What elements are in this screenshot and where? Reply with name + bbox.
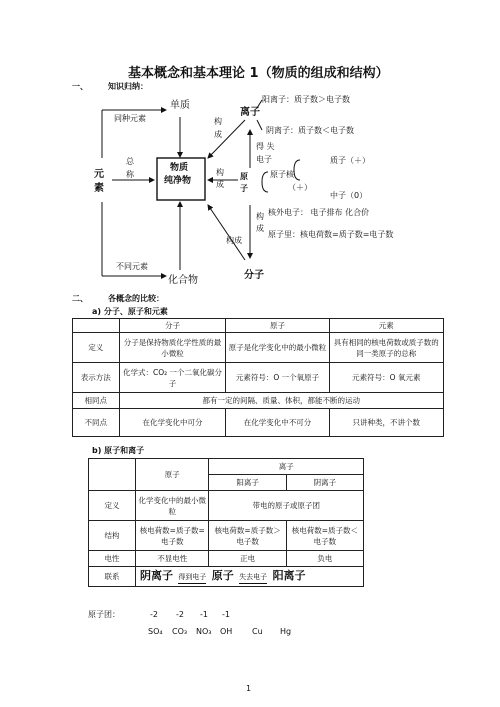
- dianzi-label: 电子: [256, 155, 272, 164]
- section1-number: 一、: [72, 82, 88, 91]
- table-cell: 相同点: [73, 393, 120, 409]
- hewai-label: 核外电子： 电子排布 化合价: [268, 208, 370, 217]
- table-cell: [136, 567, 364, 587]
- danzhi-label: 单质: [170, 100, 190, 111]
- table-cell: 阳离子: [209, 475, 286, 491]
- table-cell: 只讲种类，不讲个数: [329, 409, 443, 437]
- tuan-charge: -1: [222, 610, 230, 619]
- table-cell: 负电: [286, 551, 363, 567]
- table-cell: 元素符号：O 一个氧原子: [226, 363, 329, 393]
- goucheng-right-2: 成: [256, 224, 264, 233]
- section2-heading: 各概念的比较：: [108, 294, 164, 303]
- tuan-formula: Cu: [252, 627, 263, 636]
- table-row: [89, 521, 364, 551]
- goucheng-mid-2: 成: [216, 180, 224, 189]
- table-row: [73, 319, 444, 333]
- table-cell: 分子是保持物质化学性质的最小微粒: [119, 333, 226, 363]
- section2-number: 二、: [72, 294, 88, 303]
- tuan-charge: -2: [150, 610, 158, 619]
- table-cell: 电性: [89, 551, 136, 567]
- lianxi-yuanzi: 原子: [211, 568, 234, 582]
- zongcheng-label-1: 总: [126, 157, 134, 166]
- table-cell: 核电荷数=质子数＞电子数: [209, 521, 286, 551]
- table-row: [89, 491, 364, 521]
- table-row: [73, 409, 444, 437]
- table-cell: 联系: [89, 567, 136, 587]
- huahewu-label: 化合物: [168, 275, 198, 286]
- table-cell: 在化学变化中不可分: [226, 409, 329, 437]
- page-number: 1: [246, 684, 252, 693]
- table-row: [73, 393, 444, 409]
- yuanzi-li-label: 原子里：核电荷数=质子数=电子数: [268, 230, 394, 239]
- arrow-shi-dianzi: 失去电子: [239, 572, 267, 584]
- table-cell: 定义: [89, 491, 136, 521]
- chunjingwu-label: 纯净物: [164, 176, 192, 186]
- deshi-label: 得 失: [256, 142, 275, 151]
- zhizi-label: 质子（＋）: [330, 156, 370, 165]
- table-cell: 原子是化学变化中的最小微粒: [226, 333, 329, 363]
- goucheng-top-1: 构: [214, 117, 222, 126]
- table-cell: 在化学变化中可分: [119, 409, 226, 437]
- table-cell: 都有一定的间隔、质量、体积，都能不断的运动: [119, 393, 443, 409]
- tuan-formula: SO₄: [148, 627, 163, 636]
- lianxi-yinlizi: 阴离子: [140, 568, 173, 582]
- wuzhi-label: 物质: [170, 163, 189, 173]
- table-row: [89, 459, 364, 475]
- yuansu-label-2: 素: [94, 183, 104, 194]
- table-cell: 分子: [119, 319, 226, 333]
- tuan-formula: OH: [220, 627, 233, 636]
- yanglizi-label: 阳离子：质子数＞电子数: [262, 95, 350, 104]
- table-cell: 定义: [73, 333, 120, 363]
- arrow-fenzi-box: [208, 205, 245, 260]
- zongcheng-label-2: 称: [126, 170, 134, 179]
- table-atom-ion: [88, 458, 364, 587]
- tuan-charge: -1: [200, 610, 208, 619]
- table-cell: 阴离子: [286, 475, 363, 491]
- table-cell: 核电荷数=质子数＜电子数: [286, 521, 363, 551]
- tongzhong-label: 同种元素: [114, 114, 146, 123]
- yuanzihe-charge: （＋）: [288, 183, 312, 192]
- lizi-label: 离子: [240, 107, 260, 118]
- lianxi-yanglizi: 阳离子: [272, 568, 306, 582]
- goucheng-bot: 构成: [226, 236, 242, 245]
- table-cell: 结构: [89, 521, 136, 551]
- table-cell: 化学式：CO₂ 一个二氧化碳分子: [119, 363, 226, 393]
- table-row: [89, 567, 364, 587]
- table-cell: [89, 459, 136, 491]
- table-cell: 核电荷数=质子数=电子数: [136, 521, 209, 551]
- table-row: [73, 363, 444, 393]
- tuan-formula: Hg: [280, 627, 292, 636]
- table-cell: 不同点: [73, 409, 120, 437]
- tuan-charge: -2: [176, 610, 184, 619]
- yuanzihe-brace: [294, 160, 300, 180]
- table-cell: 带电的原子或原子团: [209, 491, 364, 521]
- table-cell: 化学变化中的最小微粒: [136, 491, 209, 521]
- yuanzi-label-1: 原: [240, 172, 248, 181]
- table-cell: 原子: [136, 459, 209, 491]
- tuan-formula: NO₃: [196, 627, 212, 636]
- table-compare-molecule-atom-element: [72, 318, 444, 437]
- yuanzi-label-2: 子: [240, 184, 248, 193]
- table-cell: 元素符号：O 氧元素: [329, 363, 443, 393]
- table-cell: 表示方法: [73, 363, 120, 393]
- table-cell: 具有相同的核电荷数或质子数的同一类原子的总称: [329, 333, 443, 363]
- section1-heading: 知识归纳：: [108, 82, 148, 91]
- arrow-de-dianzi: 得到电子: [178, 572, 206, 584]
- yuanzi-brace: [262, 172, 268, 192]
- goucheng-right-1: 构: [256, 212, 264, 221]
- yinlizi-label: 阴离子：质子数＜电子数: [266, 126, 354, 135]
- table-row: [89, 551, 364, 567]
- page-title: 基本概念和基本理论 1（物质的组成和结构）: [128, 66, 389, 81]
- table-cell: 元素: [329, 319, 443, 333]
- tuan-formula: CO₃: [172, 627, 188, 636]
- table-cell: 不显电性: [136, 551, 209, 567]
- table-cell: 原子: [226, 319, 329, 333]
- butong-label: 不同元素: [116, 262, 148, 271]
- sub-a-heading: a) 分子、原子和元素: [92, 307, 168, 316]
- zhongzi-label: 中子（0）: [330, 191, 368, 200]
- fenzi-label: 分子: [244, 270, 264, 281]
- yuanzihe-label: 原子核: [270, 170, 294, 179]
- table-row: [73, 333, 444, 363]
- table-cell: 离子: [209, 459, 364, 475]
- table-cell: 正电: [209, 551, 286, 567]
- goucheng-top-2: 成: [214, 130, 222, 139]
- sub-b-heading: b) 原子和离子: [92, 446, 145, 455]
- yuansu-label-1: 元: [94, 169, 104, 180]
- lizi-branch-down: [257, 120, 262, 130]
- table-cell: [73, 319, 120, 333]
- tuan-label: 原子团：: [88, 610, 120, 619]
- goucheng-mid-1: 构: [216, 168, 224, 177]
